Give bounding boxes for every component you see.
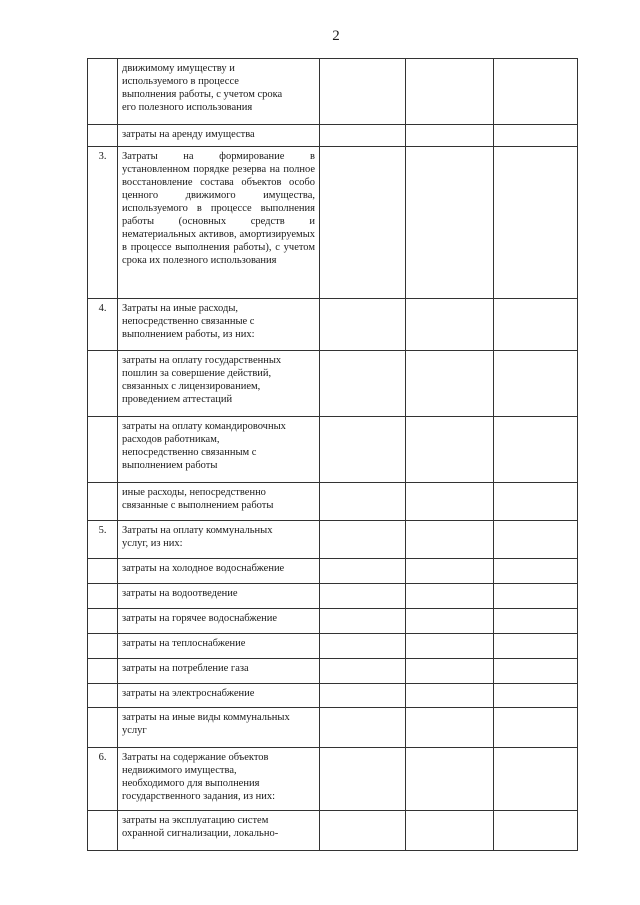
value-cell bbox=[494, 351, 578, 417]
value-cell bbox=[494, 659, 578, 684]
value-cell bbox=[320, 659, 406, 684]
row-number bbox=[88, 417, 118, 483]
value-cell bbox=[406, 659, 494, 684]
row-number bbox=[88, 684, 118, 708]
value-cell bbox=[320, 559, 406, 584]
row-number bbox=[88, 559, 118, 584]
value-cell bbox=[494, 584, 578, 609]
value-cell bbox=[494, 147, 578, 299]
row-description: иные расходы, непосредственно связанные с выполнением работы bbox=[118, 483, 320, 521]
row-number bbox=[88, 634, 118, 659]
table-row bbox=[88, 609, 578, 634]
row-number bbox=[88, 125, 118, 147]
value-cell bbox=[320, 584, 406, 609]
table-row bbox=[88, 299, 578, 351]
cost-table-body bbox=[88, 59, 578, 851]
row-description: затраты на холодное водоснабжение bbox=[118, 559, 320, 584]
row-description: затраты на теплоснабжение bbox=[118, 634, 320, 659]
value-cell bbox=[494, 521, 578, 559]
row-number bbox=[88, 584, 118, 609]
value-cell bbox=[406, 811, 494, 851]
value-cell bbox=[320, 483, 406, 521]
value-cell bbox=[320, 59, 406, 125]
value-cell bbox=[406, 147, 494, 299]
table-row bbox=[88, 811, 578, 851]
value-cell bbox=[494, 684, 578, 708]
value-cell bbox=[494, 59, 578, 125]
value-cell bbox=[494, 483, 578, 521]
table-row bbox=[88, 559, 578, 584]
row-description: затраты на электроснабжение bbox=[118, 684, 320, 708]
row-description: затраты на потребление газа bbox=[118, 659, 320, 684]
value-cell bbox=[494, 708, 578, 748]
value-cell bbox=[320, 299, 406, 351]
table-row bbox=[88, 483, 578, 521]
value-cell bbox=[320, 684, 406, 708]
value-cell bbox=[406, 609, 494, 634]
row-number bbox=[88, 59, 118, 125]
value-cell bbox=[406, 708, 494, 748]
table-row bbox=[88, 708, 578, 748]
value-cell bbox=[320, 708, 406, 748]
value-cell bbox=[406, 299, 494, 351]
cost-table bbox=[87, 58, 578, 851]
row-number bbox=[88, 659, 118, 684]
value-cell bbox=[494, 559, 578, 584]
value-cell bbox=[320, 811, 406, 851]
value-cell bbox=[320, 748, 406, 811]
value-cell bbox=[406, 584, 494, 609]
value-cell bbox=[320, 609, 406, 634]
value-cell bbox=[320, 634, 406, 659]
row-number: 3. bbox=[88, 147, 118, 299]
table-row bbox=[88, 521, 578, 559]
row-number bbox=[88, 483, 118, 521]
row-number: 5. bbox=[88, 521, 118, 559]
row-description: затраты на иные виды коммунальных услуг bbox=[118, 708, 320, 748]
value-cell bbox=[406, 417, 494, 483]
value-cell bbox=[494, 125, 578, 147]
row-number: 4. bbox=[88, 299, 118, 351]
row-number bbox=[88, 609, 118, 634]
value-cell bbox=[406, 559, 494, 584]
value-cell bbox=[406, 684, 494, 708]
value-cell bbox=[406, 634, 494, 659]
table-row bbox=[88, 147, 578, 299]
value-cell bbox=[494, 748, 578, 811]
value-cell bbox=[494, 634, 578, 659]
value-cell bbox=[320, 417, 406, 483]
table-row bbox=[88, 634, 578, 659]
row-description: Затраты на формирование в установленном порядке резерва на полное восстановление состава объектов особо ценного движимого имущества, используемого в процессе выполнения работы (основных средств и нематериальных активов, амортизируемых в процессе выполнения работы), с учетом срока их полезного использования bbox=[118, 147, 320, 299]
row-number bbox=[88, 811, 118, 851]
value-cell bbox=[406, 125, 494, 147]
value-cell bbox=[406, 748, 494, 811]
table-row bbox=[88, 684, 578, 708]
table-row bbox=[88, 417, 578, 483]
row-description: затраты на оплату командировочных расходов работникам, непосредственно связанным с выполнением работы bbox=[118, 417, 320, 483]
row-number bbox=[88, 708, 118, 748]
row-description: Затраты на содержание объектов недвижимого имущества, необходимого для выполнения государственного задания, из них: bbox=[118, 748, 320, 811]
table-row bbox=[88, 748, 578, 811]
row-description: движимому имуществу и используемого в процессе выполнения работы, с учетом срока его полезного использования bbox=[118, 59, 320, 125]
value-cell bbox=[406, 351, 494, 417]
value-cell bbox=[320, 147, 406, 299]
row-description: затраты на водоотведение bbox=[118, 584, 320, 609]
row-description: Затраты на оплату коммунальных услуг, из них: bbox=[118, 521, 320, 559]
value-cell bbox=[494, 609, 578, 634]
table-row bbox=[88, 125, 578, 147]
row-description: Затраты на иные расходы, непосредственно связанные с выполнением работы, из них: bbox=[118, 299, 320, 351]
value-cell bbox=[320, 521, 406, 559]
row-description: затраты на горячее водоснабжение bbox=[118, 609, 320, 634]
table-row bbox=[88, 351, 578, 417]
value-cell bbox=[494, 811, 578, 851]
table-row bbox=[88, 584, 578, 609]
row-number bbox=[88, 351, 118, 417]
row-description: затраты на оплату государственных пошлин за совершение действий, связанных с лицензированием, проведением аттестаций bbox=[118, 351, 320, 417]
page-number: 2 bbox=[332, 28, 340, 44]
value-cell bbox=[320, 351, 406, 417]
table-row bbox=[88, 659, 578, 684]
value-cell bbox=[406, 483, 494, 521]
value-cell bbox=[406, 59, 494, 125]
row-number: 6. bbox=[88, 748, 118, 811]
value-cell bbox=[406, 521, 494, 559]
value-cell bbox=[320, 125, 406, 147]
row-description: затраты на аренду имущества bbox=[118, 125, 320, 147]
value-cell bbox=[494, 299, 578, 351]
row-description: затраты на эксплуатацию систем охранной сигнализации, локально- bbox=[118, 811, 320, 851]
value-cell bbox=[494, 417, 578, 483]
table-row bbox=[88, 59, 578, 125]
